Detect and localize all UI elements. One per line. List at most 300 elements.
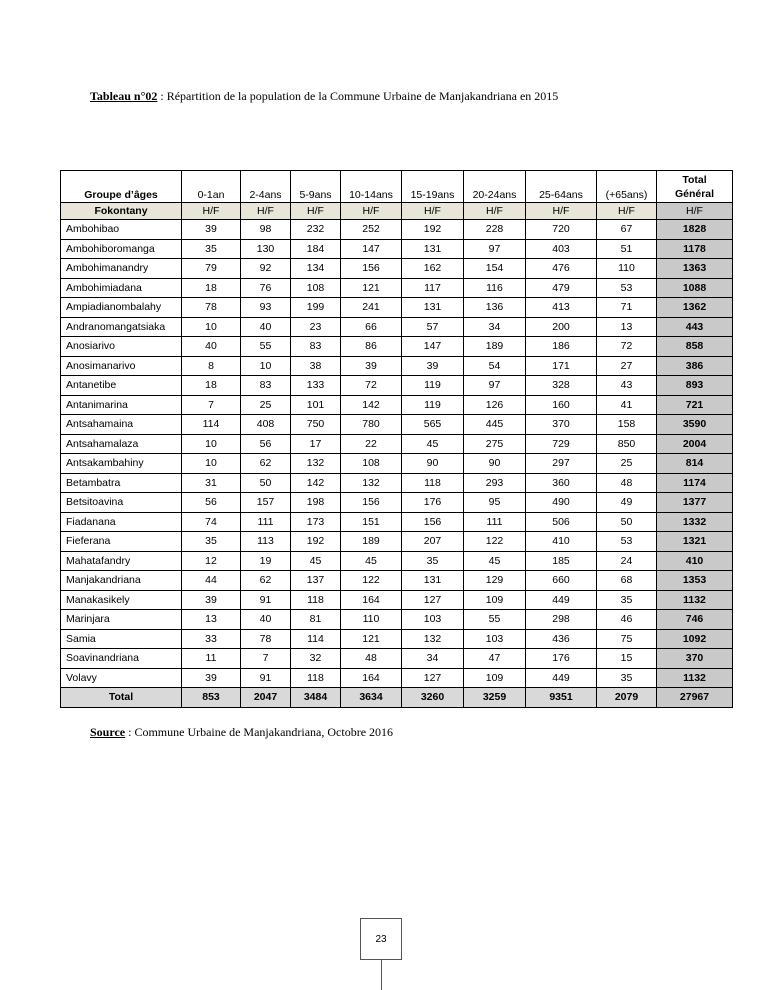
population-cell: 156 bbox=[402, 512, 464, 532]
population-cell: 32 bbox=[291, 649, 341, 669]
population-cell: 19 bbox=[241, 551, 291, 571]
row-total-cell: 1828 bbox=[657, 220, 733, 240]
population-cell: 55 bbox=[241, 337, 291, 357]
age-header: 10-14ans bbox=[341, 171, 402, 203]
fokontany-name: Marinjara bbox=[61, 610, 182, 630]
population-cell: 156 bbox=[341, 493, 402, 513]
population-cell: 81 bbox=[291, 610, 341, 630]
total-header-line2: Général bbox=[674, 188, 715, 200]
page-number: 23 bbox=[360, 918, 402, 960]
table-row bbox=[61, 278, 733, 298]
sex-label: H/F bbox=[182, 203, 241, 220]
population-cell: 53 bbox=[597, 278, 657, 298]
population-cell: 74 bbox=[182, 512, 241, 532]
row-total-cell: 1332 bbox=[657, 512, 733, 532]
population-cell: 10 bbox=[182, 434, 241, 454]
population-cell: 78 bbox=[182, 298, 241, 318]
group-header: Groupe d’âges bbox=[61, 171, 182, 203]
population-cell: 13 bbox=[597, 317, 657, 337]
population-cell: 91 bbox=[241, 668, 291, 688]
population-cell: 35 bbox=[597, 668, 657, 688]
population-cell: 228 bbox=[464, 220, 526, 240]
table-row bbox=[61, 454, 733, 474]
population-cell: 68 bbox=[597, 571, 657, 591]
population-cell: 370 bbox=[526, 415, 597, 435]
population-cell: 142 bbox=[291, 473, 341, 493]
fokontany-name: Manakasikely bbox=[61, 590, 182, 610]
fokontany-name: Fiadanana bbox=[61, 512, 182, 532]
population-cell: 86 bbox=[341, 337, 402, 357]
population-cell: 490 bbox=[526, 493, 597, 513]
population-cell: 118 bbox=[291, 590, 341, 610]
age-header: (+65ans) bbox=[597, 171, 657, 203]
table-body bbox=[61, 220, 733, 688]
population-cell: 241 bbox=[341, 298, 402, 318]
caption-text: : Répartition de la population de la Commune Urbaine de Manjakandriana en 2015 bbox=[157, 89, 559, 103]
header-row-sex bbox=[61, 203, 733, 220]
population-cell: 12 bbox=[182, 551, 241, 571]
population-cell: 39 bbox=[341, 356, 402, 376]
sex-label: H/F bbox=[291, 203, 341, 220]
row-total-cell: 721 bbox=[657, 395, 733, 415]
population-cell: 720 bbox=[526, 220, 597, 240]
population-cell: 92 bbox=[241, 259, 291, 279]
population-cell: 71 bbox=[597, 298, 657, 318]
row-total-cell: 1377 bbox=[657, 493, 733, 513]
total-row-cell: 3484 bbox=[291, 688, 341, 708]
table-row bbox=[61, 415, 733, 435]
table-row bbox=[61, 356, 733, 376]
table-row bbox=[61, 376, 733, 396]
population-cell: 90 bbox=[464, 454, 526, 474]
fokontany-name: Ambohimiadana bbox=[61, 278, 182, 298]
population-cell: 108 bbox=[341, 454, 402, 474]
row-total-cell: 1132 bbox=[657, 668, 733, 688]
population-cell: 11 bbox=[182, 649, 241, 669]
fokontany-name: Ambohiboromanga bbox=[61, 239, 182, 259]
population-cell: 111 bbox=[241, 512, 291, 532]
population-cell: 7 bbox=[182, 395, 241, 415]
sex-label: H/F bbox=[657, 203, 733, 220]
population-cell: 98 bbox=[241, 220, 291, 240]
population-cell: 328 bbox=[526, 376, 597, 396]
population-cell: 7 bbox=[241, 649, 291, 669]
population-cell: 157 bbox=[241, 493, 291, 513]
population-cell: 90 bbox=[402, 454, 464, 474]
population-cell: 133 bbox=[291, 376, 341, 396]
population-cell: 40 bbox=[241, 317, 291, 337]
population-cell: 127 bbox=[402, 668, 464, 688]
population-cell: 207 bbox=[402, 532, 464, 552]
population-cell: 198 bbox=[291, 493, 341, 513]
population-cell: 186 bbox=[526, 337, 597, 357]
population-cell: 121 bbox=[341, 278, 402, 298]
population-cell: 449 bbox=[526, 590, 597, 610]
population-cell: 38 bbox=[291, 356, 341, 376]
population-cell: 45 bbox=[402, 434, 464, 454]
fokontany-name: Betambatra bbox=[61, 473, 182, 493]
population-cell: 176 bbox=[402, 493, 464, 513]
fokontany-name: Ambohibao bbox=[61, 220, 182, 240]
population-cell: 40 bbox=[241, 610, 291, 630]
table-row bbox=[61, 395, 733, 415]
fokontany-name: Antsahamalaza bbox=[61, 434, 182, 454]
sex-label: H/F bbox=[464, 203, 526, 220]
population-cell: 136 bbox=[464, 298, 526, 318]
population-cell: 39 bbox=[182, 668, 241, 688]
population-cell: 34 bbox=[402, 649, 464, 669]
population-cell: 10 bbox=[241, 356, 291, 376]
row-total-cell: 1178 bbox=[657, 239, 733, 259]
fokontany-name: Soavinandriana bbox=[61, 649, 182, 669]
population-cell: 48 bbox=[597, 473, 657, 493]
age-header: 15-19ans bbox=[402, 171, 464, 203]
population-cell: 114 bbox=[182, 415, 241, 435]
fokontany-name: Antsahamaina bbox=[61, 415, 182, 435]
source-lead: Source bbox=[90, 725, 126, 739]
population-cell: 479 bbox=[526, 278, 597, 298]
population-cell: 35 bbox=[402, 551, 464, 571]
population-cell: 34 bbox=[464, 317, 526, 337]
table-row bbox=[61, 317, 733, 337]
population-cell: 408 bbox=[241, 415, 291, 435]
population-cell: 121 bbox=[341, 629, 402, 649]
population-cell: 31 bbox=[182, 473, 241, 493]
total-row-cell: 3259 bbox=[464, 688, 526, 708]
row-total-cell: 1353 bbox=[657, 571, 733, 591]
population-cell: 118 bbox=[402, 473, 464, 493]
table-caption bbox=[90, 89, 558, 104]
population-cell: 50 bbox=[241, 473, 291, 493]
population-cell: 103 bbox=[402, 610, 464, 630]
population-cell: 129 bbox=[464, 571, 526, 591]
population-cell: 47 bbox=[464, 649, 526, 669]
population-table bbox=[60, 170, 733, 708]
population-cell: 413 bbox=[526, 298, 597, 318]
population-cell: 850 bbox=[597, 434, 657, 454]
population-cell: 45 bbox=[341, 551, 402, 571]
population-cell: 171 bbox=[526, 356, 597, 376]
population-cell: 48 bbox=[341, 649, 402, 669]
row-total-cell: 1321 bbox=[657, 532, 733, 552]
population-cell: 162 bbox=[402, 259, 464, 279]
population-cell: 147 bbox=[341, 239, 402, 259]
population-cell: 25 bbox=[597, 454, 657, 474]
population-cell: 39 bbox=[182, 220, 241, 240]
row-total-cell: 858 bbox=[657, 337, 733, 357]
population-cell: 27 bbox=[597, 356, 657, 376]
total-row-cell: 2079 bbox=[597, 688, 657, 708]
population-cell: 232 bbox=[291, 220, 341, 240]
table-row bbox=[61, 532, 733, 552]
fokontany-name: Samia bbox=[61, 629, 182, 649]
population-cell: 13 bbox=[182, 610, 241, 630]
table-row bbox=[61, 298, 733, 318]
sex-label: H/F bbox=[526, 203, 597, 220]
population-cell: 101 bbox=[291, 395, 341, 415]
population-cell: 24 bbox=[597, 551, 657, 571]
fokontany-name: Anosimanarivo bbox=[61, 356, 182, 376]
population-cell: 660 bbox=[526, 571, 597, 591]
total-row-label: Total bbox=[61, 688, 182, 708]
table-row bbox=[61, 571, 733, 591]
population-cell: 117 bbox=[402, 278, 464, 298]
population-cell: 192 bbox=[291, 532, 341, 552]
population-cell: 110 bbox=[597, 259, 657, 279]
row-total-cell: 386 bbox=[657, 356, 733, 376]
population-cell: 410 bbox=[526, 532, 597, 552]
population-cell: 729 bbox=[526, 434, 597, 454]
population-cell: 44 bbox=[182, 571, 241, 591]
population-cell: 97 bbox=[464, 239, 526, 259]
population-cell: 66 bbox=[341, 317, 402, 337]
table-row bbox=[61, 649, 733, 669]
population-cell: 565 bbox=[402, 415, 464, 435]
population-cell: 23 bbox=[291, 317, 341, 337]
population-cell: 131 bbox=[402, 571, 464, 591]
population-cell: 33 bbox=[182, 629, 241, 649]
population-cell: 298 bbox=[526, 610, 597, 630]
population-cell: 151 bbox=[341, 512, 402, 532]
population-cell: 50 bbox=[597, 512, 657, 532]
population-cell: 62 bbox=[241, 454, 291, 474]
table-row bbox=[61, 493, 733, 513]
table-row bbox=[61, 512, 733, 532]
sex-label: H/F bbox=[402, 203, 464, 220]
population-cell: 56 bbox=[241, 434, 291, 454]
population-cell: 109 bbox=[464, 668, 526, 688]
age-header: 25-64ans bbox=[526, 171, 597, 203]
grand-total-cell: 27967 bbox=[657, 688, 733, 708]
population-cell: 57 bbox=[402, 317, 464, 337]
row-total-cell: 410 bbox=[657, 551, 733, 571]
table-row bbox=[61, 610, 733, 630]
total-header bbox=[657, 171, 733, 203]
row-total-cell: 1092 bbox=[657, 629, 733, 649]
population-cell: 39 bbox=[182, 590, 241, 610]
row-total-cell: 443 bbox=[657, 317, 733, 337]
population-cell: 79 bbox=[182, 259, 241, 279]
population-cell: 293 bbox=[464, 473, 526, 493]
population-cell: 126 bbox=[464, 395, 526, 415]
population-cell: 449 bbox=[526, 668, 597, 688]
table-row bbox=[61, 239, 733, 259]
population-cell: 10 bbox=[182, 454, 241, 474]
population-cell: 35 bbox=[182, 239, 241, 259]
population-cell: 137 bbox=[291, 571, 341, 591]
row-total-cell: 1362 bbox=[657, 298, 733, 318]
population-cell: 158 bbox=[597, 415, 657, 435]
fokontany-name: Antsakambahiny bbox=[61, 454, 182, 474]
population-cell: 173 bbox=[291, 512, 341, 532]
population-cell: 119 bbox=[402, 376, 464, 396]
total-row-cell: 9351 bbox=[526, 688, 597, 708]
population-cell: 111 bbox=[464, 512, 526, 532]
row-total-cell: 746 bbox=[657, 610, 733, 630]
table-row bbox=[61, 668, 733, 688]
population-cell: 97 bbox=[464, 376, 526, 396]
table-row bbox=[61, 259, 733, 279]
fokontany-name: Ampiadianombalahy bbox=[61, 298, 182, 318]
population-cell: 122 bbox=[464, 532, 526, 552]
age-header: 5-9ans bbox=[291, 171, 341, 203]
population-cell: 476 bbox=[526, 259, 597, 279]
population-cell: 95 bbox=[464, 493, 526, 513]
population-cell: 192 bbox=[402, 220, 464, 240]
population-cell: 18 bbox=[182, 376, 241, 396]
population-cell: 35 bbox=[182, 532, 241, 552]
population-cell: 49 bbox=[597, 493, 657, 513]
population-cell: 122 bbox=[341, 571, 402, 591]
row-total-cell: 1088 bbox=[657, 278, 733, 298]
population-cell: 156 bbox=[341, 259, 402, 279]
population-cell: 15 bbox=[597, 649, 657, 669]
population-cell: 360 bbox=[526, 473, 597, 493]
population-cell: 184 bbox=[291, 239, 341, 259]
population-cell: 54 bbox=[464, 356, 526, 376]
total-row-cell: 3260 bbox=[402, 688, 464, 708]
table-row bbox=[61, 551, 733, 571]
population-cell: 43 bbox=[597, 376, 657, 396]
caption-lead: Tableau n°02 bbox=[90, 89, 158, 103]
population-cell: 506 bbox=[526, 512, 597, 532]
fokontany-name: Andranomangatsiaka bbox=[61, 317, 182, 337]
fokontany-name: Manjakandriana bbox=[61, 571, 182, 591]
population-cell: 134 bbox=[291, 259, 341, 279]
population-cell: 189 bbox=[464, 337, 526, 357]
fokontany-name: Ambohimanandry bbox=[61, 259, 182, 279]
age-header: 2-4ans bbox=[241, 171, 291, 203]
population-cell: 147 bbox=[402, 337, 464, 357]
row-total-cell: 3590 bbox=[657, 415, 733, 435]
population-cell: 35 bbox=[597, 590, 657, 610]
population-cell: 39 bbox=[402, 356, 464, 376]
population-cell: 127 bbox=[402, 590, 464, 610]
population-cell: 131 bbox=[402, 239, 464, 259]
population-cell: 109 bbox=[464, 590, 526, 610]
population-cell: 25 bbox=[241, 395, 291, 415]
source-note bbox=[90, 725, 393, 740]
population-cell: 176 bbox=[526, 649, 597, 669]
population-cell: 252 bbox=[341, 220, 402, 240]
population-cell: 83 bbox=[291, 337, 341, 357]
sex-label: H/F bbox=[597, 203, 657, 220]
population-cell: 132 bbox=[341, 473, 402, 493]
population-cell: 45 bbox=[291, 551, 341, 571]
population-cell: 154 bbox=[464, 259, 526, 279]
population-cell: 53 bbox=[597, 532, 657, 552]
population-cell: 132 bbox=[402, 629, 464, 649]
population-cell: 275 bbox=[464, 434, 526, 454]
population-cell: 750 bbox=[291, 415, 341, 435]
population-cell: 18 bbox=[182, 278, 241, 298]
total-row-cell: 3634 bbox=[341, 688, 402, 708]
row-total-cell: 1132 bbox=[657, 590, 733, 610]
header-row-age-groups bbox=[61, 171, 733, 203]
population-cell: 110 bbox=[341, 610, 402, 630]
age-header: 0-1an bbox=[182, 171, 241, 203]
population-cell: 78 bbox=[241, 629, 291, 649]
population-cell: 8 bbox=[182, 356, 241, 376]
population-cell: 67 bbox=[597, 220, 657, 240]
population-cell: 46 bbox=[597, 610, 657, 630]
row-total-cell: 1363 bbox=[657, 259, 733, 279]
table-row bbox=[61, 473, 733, 493]
table-row bbox=[61, 590, 733, 610]
population-cell: 108 bbox=[291, 278, 341, 298]
population-cell: 76 bbox=[241, 278, 291, 298]
population-cell: 62 bbox=[241, 571, 291, 591]
sex-label: H/F bbox=[341, 203, 402, 220]
population-cell: 445 bbox=[464, 415, 526, 435]
population-cell: 118 bbox=[291, 668, 341, 688]
population-cell: 297 bbox=[526, 454, 597, 474]
fokontany-name: Fieferana bbox=[61, 532, 182, 552]
population-cell: 116 bbox=[464, 278, 526, 298]
row-total-cell: 370 bbox=[657, 649, 733, 669]
fokontany-name: Betsitoavina bbox=[61, 493, 182, 513]
row-total-cell: 2004 bbox=[657, 434, 733, 454]
row-total-cell: 1174 bbox=[657, 473, 733, 493]
population-cell: 185 bbox=[526, 551, 597, 571]
table-row bbox=[61, 337, 733, 357]
fokontany-name: Antanimarina bbox=[61, 395, 182, 415]
population-cell: 114 bbox=[291, 629, 341, 649]
population-cell: 22 bbox=[341, 434, 402, 454]
population-cell: 119 bbox=[402, 395, 464, 415]
table-row bbox=[61, 629, 733, 649]
row-total-cell: 893 bbox=[657, 376, 733, 396]
population-cell: 103 bbox=[464, 629, 526, 649]
population-cell: 45 bbox=[464, 551, 526, 571]
population-cell: 40 bbox=[182, 337, 241, 357]
population-cell: 93 bbox=[241, 298, 291, 318]
population-cell: 72 bbox=[341, 376, 402, 396]
population-cell: 55 bbox=[464, 610, 526, 630]
population-cell: 131 bbox=[402, 298, 464, 318]
population-cell: 41 bbox=[597, 395, 657, 415]
population-cell: 200 bbox=[526, 317, 597, 337]
population-cell: 75 bbox=[597, 629, 657, 649]
sex-label: H/F bbox=[241, 203, 291, 220]
population-cell: 142 bbox=[341, 395, 402, 415]
total-header-line1: Total bbox=[682, 174, 707, 186]
population-cell: 189 bbox=[341, 532, 402, 552]
population-cell: 10 bbox=[182, 317, 241, 337]
total-row-cell: 853 bbox=[182, 688, 241, 708]
table-row bbox=[61, 434, 733, 454]
population-cell: 113 bbox=[241, 532, 291, 552]
fokontany-header: Fokontany bbox=[61, 203, 182, 220]
population-cell: 130 bbox=[241, 239, 291, 259]
source-text: : Commune Urbaine de Manjakandriana, Octobre 2016 bbox=[125, 725, 394, 739]
population-cell: 83 bbox=[241, 376, 291, 396]
population-cell: 403 bbox=[526, 239, 597, 259]
total-row-cell: 2047 bbox=[241, 688, 291, 708]
population-cell: 132 bbox=[291, 454, 341, 474]
table-row bbox=[61, 220, 733, 240]
population-cell: 780 bbox=[341, 415, 402, 435]
age-header: 20-24ans bbox=[464, 171, 526, 203]
page-number-connector bbox=[381, 960, 382, 990]
row-total-cell: 814 bbox=[657, 454, 733, 474]
fokontany-name: Anosiarivo bbox=[61, 337, 182, 357]
population-cell: 51 bbox=[597, 239, 657, 259]
population-cell: 72 bbox=[597, 337, 657, 357]
fokontany-name: Volavy bbox=[61, 668, 182, 688]
fokontany-name: Antanetibe bbox=[61, 376, 182, 396]
fokontany-name: Mahatafandry bbox=[61, 551, 182, 571]
